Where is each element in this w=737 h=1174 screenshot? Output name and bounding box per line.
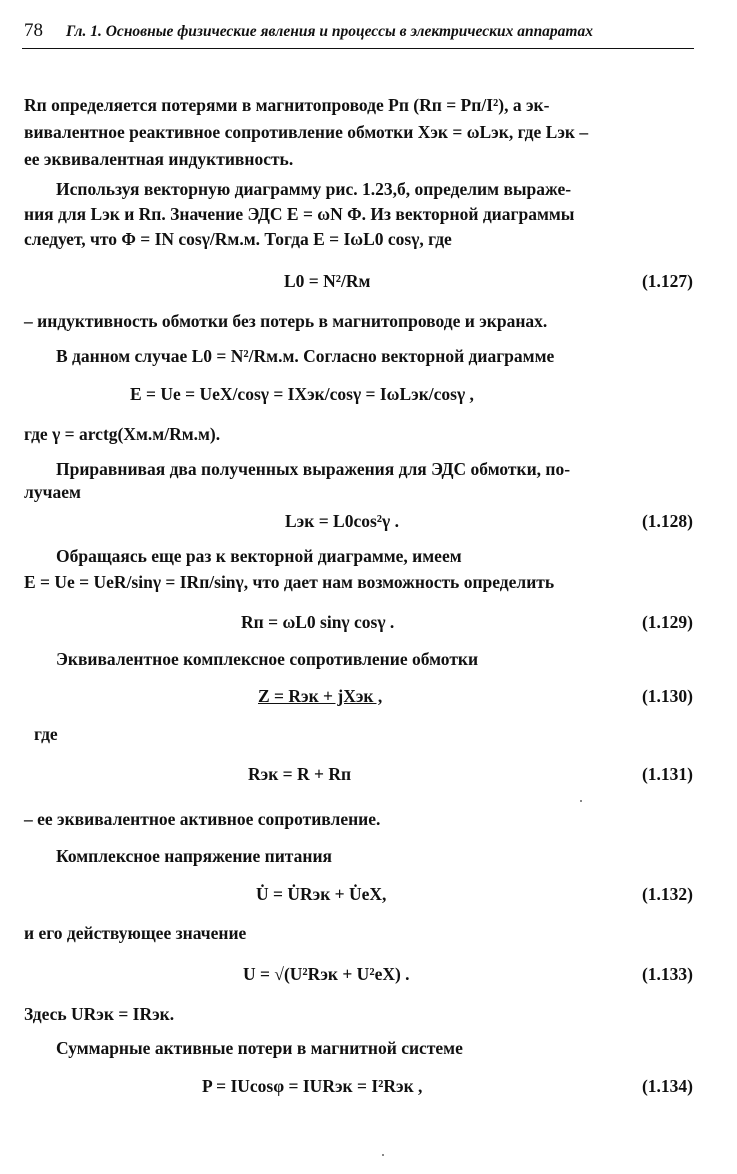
chapter-title: Гл. 1. Основные физические явления и процессы в электрических аппаратах [66,23,593,40]
text-line-12: Обращаясь еще раз к векторной диаграмме, имеем [56,546,462,566]
text-line-3: ее эквивалентная индуктивность. [24,149,294,169]
equation-1-127: L0 = N²/Rм [284,271,371,291]
equation-number-1-129: (1.129) [641,612,693,632]
page-number: 78 [24,20,43,41]
text-line-17: Комплексное напряжение питания [56,846,332,866]
text-line-6: следует, что Φ = IN cosγ/Rм.м. Тогда E = IωL0 cosγ, где [24,229,452,249]
text-line-4: Используя векторную диаграмму рис. 1.23,б, определим выраже- [56,179,572,199]
text-line-8: В данном случае L0 = N²/Rм.м. Согласно векторной диаграмме [56,346,555,366]
equation-number-1-131: (1.131) [641,764,693,784]
equation-1-131: Rэк = R + Rп [248,764,352,784]
equation-number-1-128: (1.128) [641,511,693,531]
equation-1-133: U = √(U²Rэк + U²eX) . [243,964,410,984]
text-line-1: Rп определяется потерями в магнитопроводе Pп (Rп = Pп/I²), а эк- [24,95,550,115]
text-line-5: ния для Lэк и Rп. Значение ЭДС E = ωN Φ. Из векторной диаграммы [24,204,575,224]
equation-number-1-133: (1.133) [641,964,693,984]
equation-1-134: P = IUcosφ = IURэк = I²Rэк , [202,1076,423,1096]
equation-1-132: U̇ = U̇Rэк + U̇eX, [256,884,387,904]
equation-1-128: Lэк = L0cos²γ . [285,511,399,531]
text-line-13: E = Ue = UeR/sinγ = IRп/sinγ, что дает нам возможность определить [24,572,555,592]
equation-1-130: Z = Rэк + jXэк , [258,686,383,706]
text-line-11: лучаем [24,482,81,502]
equation-number-1-132: (1.132) [641,884,693,904]
text-line-18: и его действующее значение [24,923,247,943]
text-line-14: Эквивалентное комплексное сопротивление обмотки [56,649,479,669]
text-line-2: вивалентное реактивное сопротивление обмотки Xэк = ωLэк, где Lэк – [24,122,589,142]
text-line-10: Приравнивая два полученных выражения для ЭДС обмотки, по- [56,459,571,479]
text-line-7: – индуктивность обмотки без потерь в магнитопроводе и экранах. [24,311,548,331]
equation-1-129: Rп = ωL0 sinγ cosγ . [241,612,395,632]
text-line-19: Здесь URэк = IRэк. [24,1004,175,1024]
text-line-20: Суммарные активные потери в магнитной системе [56,1038,463,1058]
equation-number-1-134: (1.134) [641,1076,693,1096]
equation-number-1-130: (1.130) [641,686,693,706]
equation-emf: E = Ue = UeX/cosγ = IXэк/cosγ = IωLэк/cosγ , [130,384,474,404]
print-speck [382,1154,384,1156]
text-line-16: – ее эквивалентное активное сопротивление. [24,809,381,829]
text-line-9: где γ = arctg(Xм.м/Rм.м). [24,424,221,444]
equation-number-1-127: (1.127) [641,271,693,291]
print-speck [580,800,582,802]
text-line-15: где [34,724,58,744]
running-header [22,18,694,49]
